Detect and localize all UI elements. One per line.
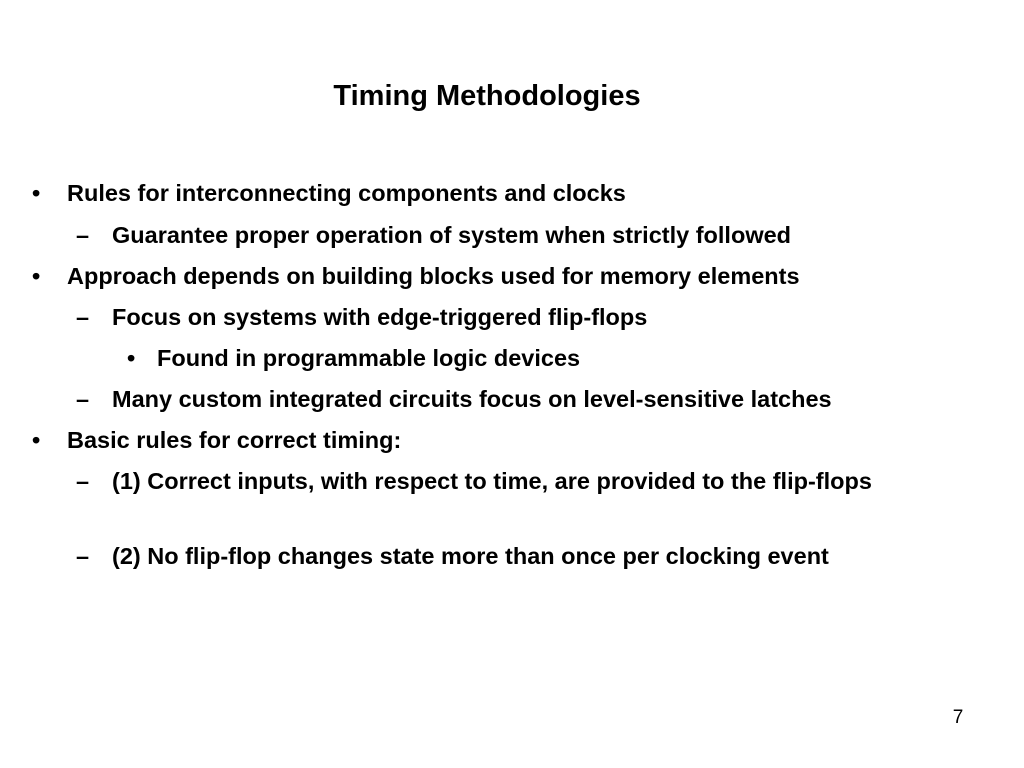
bullet-marker: •	[32, 180, 41, 206]
bullet-marker: •	[32, 263, 41, 289]
dash-marker: –	[76, 222, 90, 248]
sub-bullet-text: Many custom integrated circuits focus on level-sensitive latches	[112, 386, 832, 412]
sub-bullet-text: Guarantee proper operation of system when strictly followed	[112, 222, 792, 248]
sub-bullet-text: (2) No flip-flop changes state more than once per clocking event	[112, 543, 829, 569]
dash-marker: –	[76, 304, 90, 330]
bullet-text: Basic rules for correct timing:	[67, 427, 402, 453]
sub-bullet-text: Focus on systems with edge-triggered flip-flops	[112, 304, 648, 330]
slide-title: Timing Methodologies	[333, 80, 641, 112]
dash-marker: –	[76, 386, 90, 412]
sub-bullet-text: (1) Correct inputs, with respect to time, are provided to the flip-flops	[112, 468, 872, 494]
page-number: 7	[952, 707, 964, 728]
bullet-marker: •	[32, 427, 41, 453]
sub-sub-bullet-text: Found in programmable logic devices	[157, 345, 581, 371]
bullet-text: Approach depends on building blocks used for memory elements	[67, 263, 800, 289]
dash-marker: –	[76, 468, 90, 494]
bullet-marker: •	[127, 345, 136, 371]
bullet-text: Rules for interconnecting components and clocks	[67, 180, 626, 206]
dash-marker: –	[76, 543, 90, 569]
